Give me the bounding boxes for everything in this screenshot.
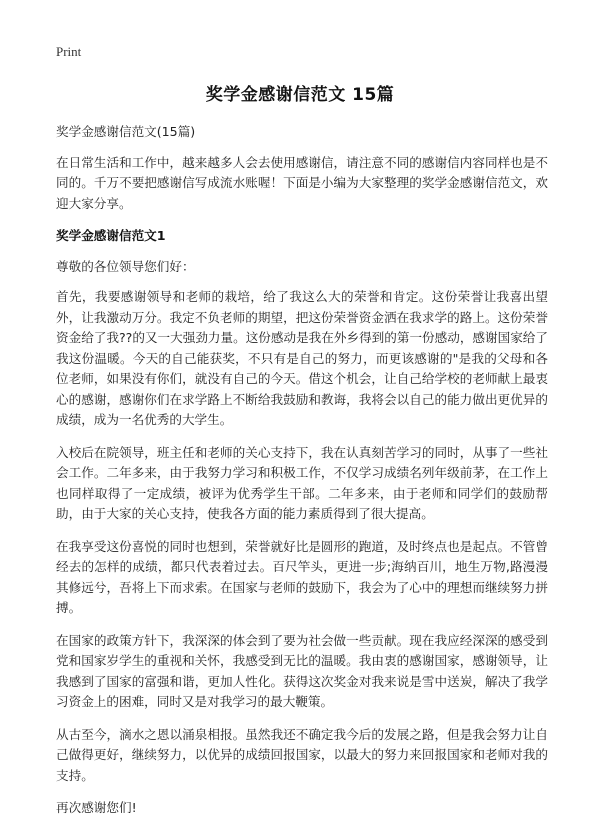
body-paragraph: 首先，我要感谢领导和老师的栽培，给了我这么大的荣誉和肯定。这份荣誉让我喜出望外，让我激动万分。我定不负老师的期望，把这份荣誉资金洒在我求学的路上。这份荣誉资金给了我??的又一大强劲力量。这份感动是我在外乡得到的第一份感动，感谢国家给了我这份温暖。今天的自己能获奖，不只有是自己的努力，而更该感谢的"是我的父母和各位老师，如果没有你们，就没有自己的今天。借这个机会，让自己给学校的老师献上最衷心的感谢，感谢你们在求学路上不断给我鼓励和教诲，我将会以自己的能力做出更优异的成绩，成为一名优秀的大学生。: [56, 289, 548, 427]
page-title: 奖学金感谢信范文 15篇: [205, 85, 395, 105]
intro-paragraph: 在日常生活和工作中，越来越多人会去使用感谢信，请注意不同的感谢信内容同样也是不同的。千万不要把感谢信写成流水账喔！下面是小编为大家整理的奖学金感谢信范文，欢迎大家分享。: [56, 154, 548, 211]
body-paragraph: 入校后在院领导，班主任和老师的关心支持下，我在认真刻苦学习的同时，从事了一些社会工作。二年多来，由于我努力学习和积极工作，不仅学习成绩名列年级前茅，在工作上也同样取得了一定成绩，被评为优秀学生干部。二年多来，由于老师和同学们的鼓励帮助，由于大家的关心支持，使我各方面的能力素质得到了很大提高。: [56, 444, 548, 521]
closing-line: 再次感谢您们!: [56, 800, 137, 815]
document-body: [56, 122, 548, 831]
salutation: 尊敬的各位领导您们好：: [56, 258, 195, 274]
document-subtitle: 奖学金感谢信范文(15篇): [56, 124, 196, 139]
section-heading: 奖学金感谢信范文1: [56, 228, 166, 243]
print-link[interactable]: Print: [56, 44, 82, 59]
body-paragraph: 从古至今，滴水之恩以涌泉相报。虽然我还不确定我今后的发展之路，但是我会努力让自己做得更好，继续努力，以优异的成绩回报国家，以最大的努力来回报国家和老师对我的支持。: [56, 726, 548, 783]
body-paragraph: 在我享受这份喜悦的同时也想到，荣誉就好比是圆形的跑道，及时终点也是起点。不管曾经去的怎样的成绩，都只代表着过去。百尺竿头，更进一步;海纳百川，地生万物,路漫漫其修远兮，吾将上下而求索。在国家与老师的鼓励下，我会为了心中的理想而继续努力拼搏。: [56, 538, 548, 615]
body-paragraph: 在国家的政策方针下，我深深的体会到了要为社会做一些贡献。现在我应经深深的感受到党和国家岁学生的重视和关怀，我感受到无比的温暖。我由衷的感谢国家，感谢领导，让我感到了国家的富强和谐，更加人性化。获得这次奖金对我来说是雪中送炭，解决了我学习资金上的困难，同时又是对我学习的最大鞭策。: [56, 632, 548, 709]
